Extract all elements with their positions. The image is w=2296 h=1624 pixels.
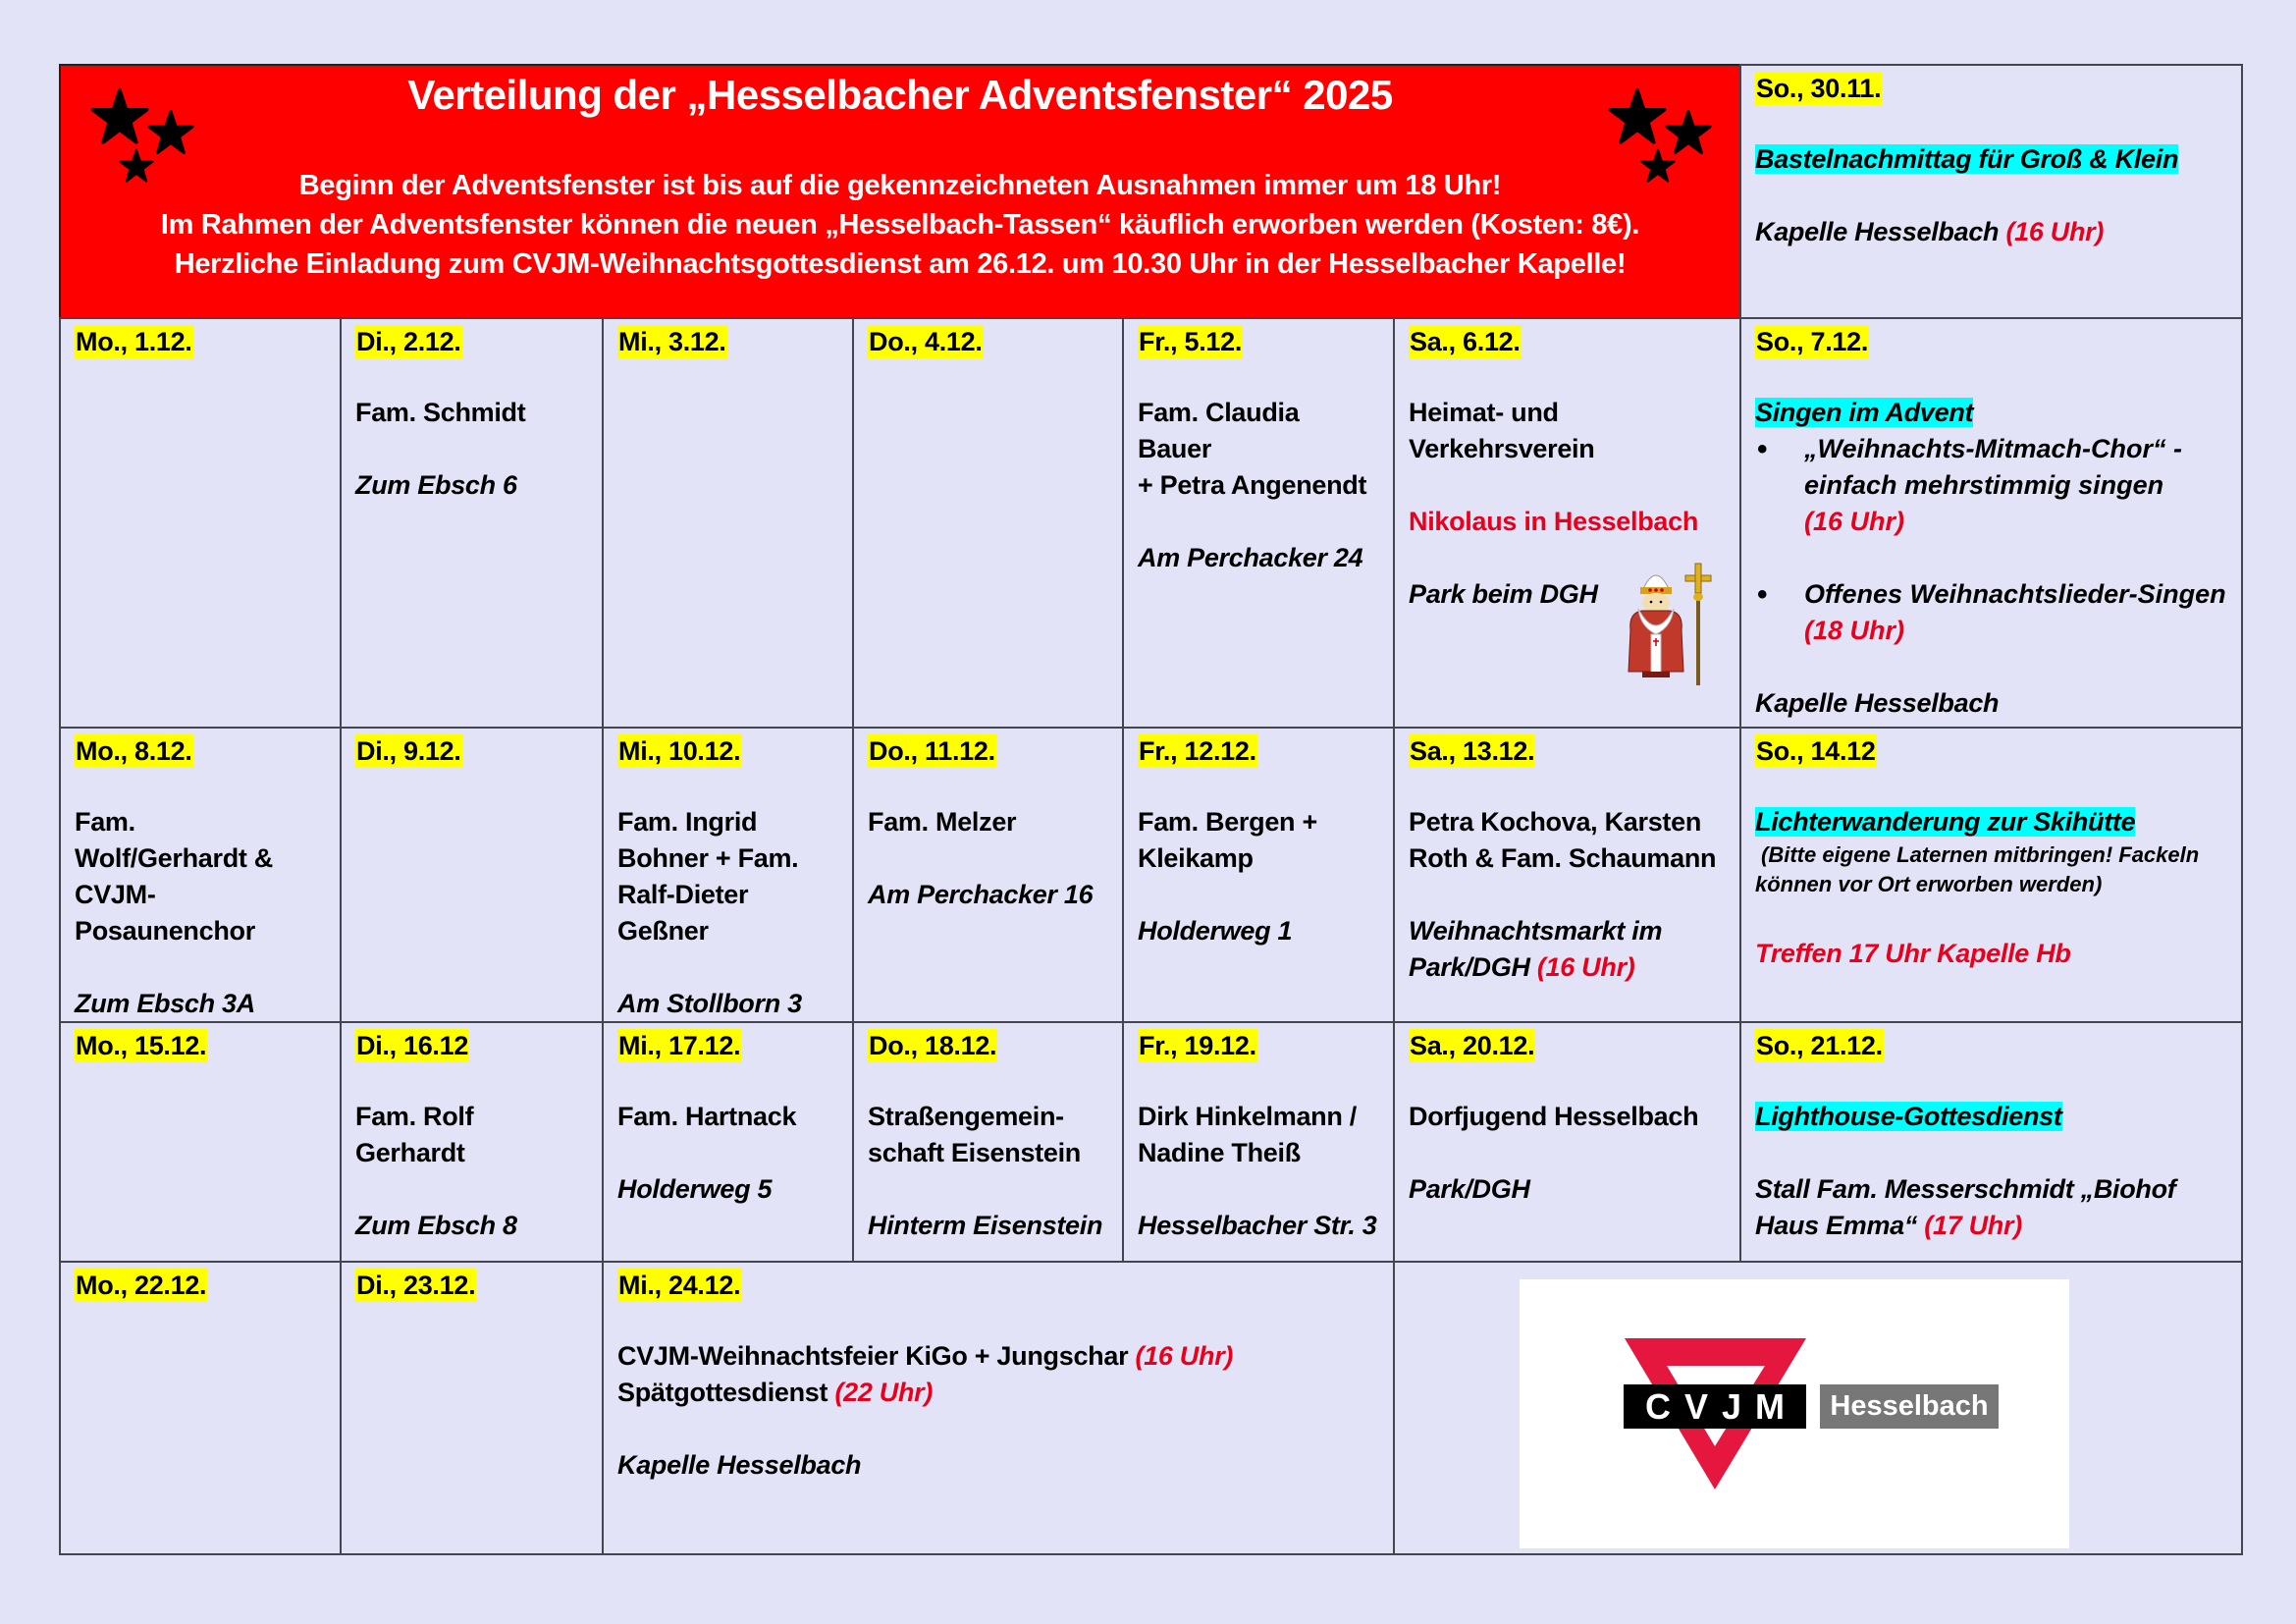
- event-item-line: • Offenes Weihnachtslieder-Singen: [1804, 579, 2226, 609]
- date-label: Mo., 15.12.: [76, 1031, 207, 1060]
- host-name: + Petra Angenendt: [1138, 470, 1367, 500]
- date-label: Sa., 20.12.: [1410, 1031, 1535, 1060]
- host-name: Fam. Ingrid: [617, 807, 758, 837]
- day-cell-21-12: [1739, 1021, 2243, 1263]
- date-label: Di., 9.12.: [356, 736, 461, 766]
- day-cell-16-12: [340, 1021, 604, 1263]
- day-cell-02-12: [340, 317, 604, 729]
- host-name: Dirk Hinkelmann /: [1138, 1102, 1357, 1131]
- host-address: Holderweg 5: [617, 1174, 773, 1204]
- event-place: Park beim DGH: [1409, 579, 1598, 609]
- host-name: Wolf/Gerhardt &: [75, 843, 274, 873]
- day-cell-22-12: [59, 1261, 342, 1555]
- host-name: Fam. Claudia Bauer: [1138, 398, 1300, 463]
- day-cell-05-12: [1122, 317, 1395, 729]
- day-cell-23-12: [340, 1261, 604, 1555]
- event-item-line: einfach mehrstimmig singen: [1804, 470, 2164, 500]
- header-banner: [59, 64, 1741, 319]
- event-place: Haus Emma“: [1755, 1211, 1918, 1240]
- host-name: Ralf-Dieter: [617, 880, 749, 909]
- day-cell-19-12: [1122, 1021, 1395, 1263]
- host-address: Park/DGH: [1409, 1174, 1530, 1204]
- event-title: Lighthouse-Gottesdienst: [1755, 1102, 2062, 1131]
- host-name: Posaunenchor: [75, 916, 255, 946]
- host-address: Am Perchacker 16: [868, 880, 1094, 909]
- host-name: Roth & Fam. Schaumann: [1409, 843, 1717, 873]
- date-label: Do., 18.12.: [869, 1031, 997, 1060]
- host-name: Fam. Melzer: [868, 807, 1017, 837]
- event-time: (16 Uhr): [1804, 507, 1905, 536]
- day-cell-04-12: [852, 317, 1124, 729]
- host-name: Nadine Theiß: [1138, 1138, 1301, 1167]
- event-list-item: [1804, 576, 2227, 649]
- event-place: Kapelle Hesselbach: [617, 1450, 862, 1480]
- event-place: Stall Fam. Messerschmidt „Biohof: [1755, 1174, 2176, 1204]
- host-address: Am Stollborn 3: [617, 989, 802, 1018]
- event-note: (Bitte eigene Laternen mitbringen! Fackeln: [1761, 842, 2200, 867]
- event-list: [1755, 431, 2227, 649]
- day-cell-14-12: [1739, 727, 2243, 1023]
- host-name: Fam. Rolf: [355, 1102, 474, 1131]
- date-label: Di., 2.12.: [356, 327, 461, 356]
- day-cell-08-12: [59, 727, 342, 1023]
- event-item-line: • „Weihnachts-Mitmach-Chor“ -: [1804, 434, 2183, 463]
- date-label: Mi., 24.12.: [618, 1271, 741, 1300]
- date-label: Sa., 6.12.: [1410, 327, 1521, 356]
- event-meeting: Treffen 17 Uhr Kapelle Hb: [1755, 939, 2071, 968]
- host-name: Geßner: [617, 916, 709, 946]
- day-cell-20-12: [1393, 1021, 1741, 1263]
- event-title: Bastelnachmittag für Groß & Klein: [1755, 144, 2179, 174]
- day-cell-07-12: [1739, 317, 2243, 729]
- date-label: Mi., 17.12.: [618, 1031, 741, 1060]
- logo-name: Hesselbach: [1820, 1384, 1999, 1429]
- event-title: Nikolaus in Hesselbach: [1409, 507, 1699, 536]
- header-note: Herzliche Einladung zum CVJM-Weihnachtsgottesdienst am 26.12. um 10.30 Uhr in der Hesselbacher Kapelle!: [174, 248, 1627, 280]
- event-time: (16 Uhr): [1536, 952, 1635, 982]
- event-time: (16 Uhr): [2005, 217, 2105, 246]
- date-label: So., 21.12.: [1756, 1031, 1883, 1060]
- event-list-item: [1804, 431, 2227, 576]
- event-place: Kapelle Hesselbach: [1755, 217, 2000, 246]
- day-cell-24-12: [602, 1261, 1395, 1555]
- date-label: Do., 4.12.: [869, 327, 983, 356]
- date-label: So., 30.11.: [1756, 74, 1882, 103]
- header-note: Beginn der Adventsfenster ist bis auf die gekennzeichneten Ausnahmen immer um 18 Uhr!: [298, 170, 1502, 201]
- host-name: Straßengemein-: [868, 1102, 1064, 1131]
- host-name: Petra Kochova, Karsten: [1409, 807, 1702, 837]
- date-label: Fr., 5.12.: [1139, 327, 1243, 356]
- host-name: Verkehrsverein: [1409, 434, 1595, 463]
- host-address: Hinterm Eisenstein: [868, 1211, 1103, 1240]
- host-name: schaft Eisenstein: [868, 1138, 1081, 1167]
- event-title: Lichterwanderung zur Skihütte: [1755, 807, 2136, 837]
- event-title: CVJM-Weihnachtsfeier KiGo + Jungschar: [617, 1341, 1129, 1371]
- host-name: Fam.: [75, 807, 135, 837]
- host-name: Heimat- und: [1409, 398, 1559, 427]
- date-label: Mo., 8.12.: [76, 736, 192, 766]
- host-address: Zum Ebsch 8: [355, 1211, 517, 1240]
- host-address: Zum Ebsch 3A: [75, 989, 255, 1018]
- date-label: Di., 16.12: [356, 1031, 469, 1060]
- host-address: Park/DGH: [1409, 952, 1530, 982]
- date-label: Do., 11.12.: [869, 736, 995, 766]
- event-time: (22 Uhr): [834, 1378, 934, 1407]
- day-cell-12-12: [1122, 727, 1395, 1023]
- date-label: Mi., 3.12.: [618, 327, 726, 356]
- day-cell-18-12: [852, 1021, 1124, 1263]
- host-address: Holderweg 1: [1138, 916, 1293, 946]
- event-title: Singen im Advent: [1755, 398, 1974, 427]
- date-label: Fr., 12.12.: [1139, 736, 1256, 766]
- event-title: Spätgottesdienst: [617, 1378, 828, 1407]
- event-time: (17 Uhr): [1924, 1211, 2022, 1240]
- day-cell-06-12: [1393, 317, 1741, 729]
- date-label: Sa., 13.12.: [1410, 736, 1535, 766]
- date-label: Mi., 10.12.: [618, 736, 741, 766]
- date-label: Mo., 22.12.: [76, 1271, 207, 1300]
- cvjm-logo: [1520, 1279, 2069, 1548]
- day-cell-01-12: [59, 317, 342, 729]
- logo-mark: CVJM: [1644, 1386, 1799, 1427]
- host-name: Fam. Bergen +: [1138, 807, 1317, 837]
- day-cell-30-11: [1739, 64, 2243, 319]
- host-name: Fam. Hartnack: [617, 1102, 797, 1131]
- host-name: Gerhardt: [355, 1138, 465, 1167]
- day-cell-13-12: [1393, 727, 1741, 1023]
- date-label: So., 7.12.: [1756, 327, 1869, 356]
- event-place: Kapelle Hesselbach: [1755, 688, 2000, 718]
- host-address: Hesselbacher Str. 3: [1138, 1211, 1377, 1240]
- day-cell-10-12: [602, 727, 854, 1023]
- nikolaus-icon: [1625, 562, 1718, 687]
- date-label: So., 14.12: [1756, 736, 1876, 766]
- host-name: Kleikamp: [1138, 843, 1254, 873]
- day-cell-17-12: [602, 1021, 854, 1263]
- day-cell-09-12: [340, 727, 604, 1023]
- date-label: Mo., 1.12.: [76, 327, 192, 356]
- host-name: Dorfjugend Hesselbach: [1409, 1102, 1699, 1131]
- event-time: (18 Uhr): [1804, 616, 1905, 645]
- day-cell-03-12: [602, 317, 854, 729]
- date-label: Di., 23.12.: [356, 1271, 476, 1300]
- page-title: Verteilung der „Hesselbacher Adventsfenster“ 2025: [407, 72, 1393, 118]
- day-cell-11-12: [852, 727, 1124, 1023]
- host-address: Am Perchacker 24: [1138, 543, 1363, 572]
- header-notes: [61, 166, 1739, 284]
- day-cell-15-12: [59, 1021, 342, 1263]
- host-name: Bohner + Fam.: [617, 843, 799, 873]
- host-name: Fam. Schmidt: [355, 398, 526, 427]
- host-name: CVJM-: [75, 880, 156, 909]
- host-address: Zum Ebsch 6: [355, 470, 517, 500]
- event-note: können vor Ort erworben werden): [1755, 872, 2103, 896]
- date-label: Fr., 19.12.: [1139, 1031, 1256, 1060]
- event-time: (16 Uhr): [1135, 1341, 1234, 1371]
- header-note: Im Rahmen der Adventsfenster können die neuen „Hesselbach-Tassen“ käuflich erworben werden (Kosten: 8€).: [160, 209, 1640, 241]
- host-address: Weihnachtsmarkt im: [1409, 916, 1663, 946]
